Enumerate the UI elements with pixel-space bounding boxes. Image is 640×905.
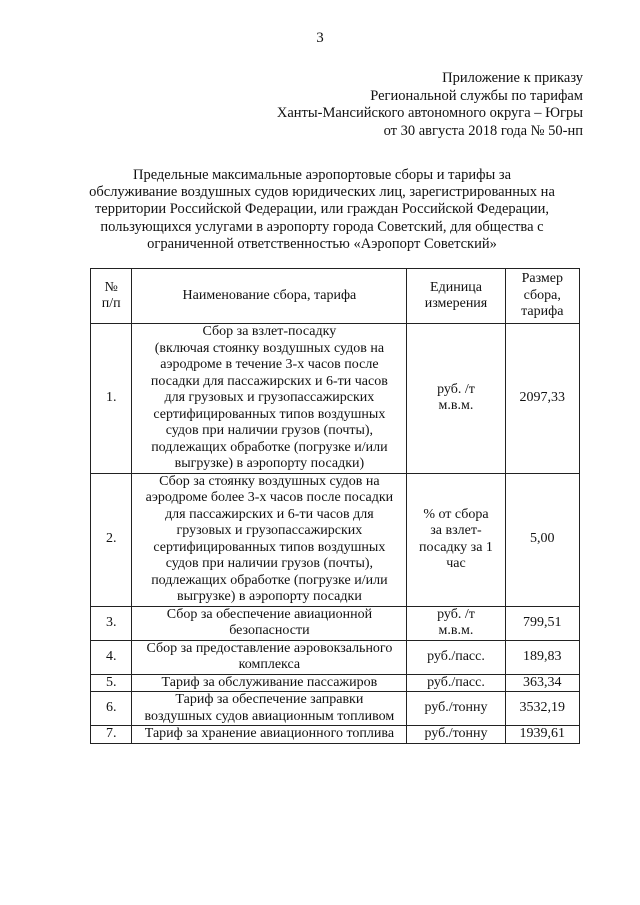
header-value-line: тарифа: [521, 304, 564, 320]
row-name-line: сертифицированных типов воздушных: [153, 406, 386, 422]
header-value-line: сбора,: [523, 287, 561, 303]
row-name-line: Сбор за взлет-посадку: [202, 324, 337, 339]
header-value-line: Размер: [521, 271, 563, 287]
row-name-line: для грузовых и грузопассажирских: [164, 390, 375, 405]
row-unit: [407, 726, 505, 744]
row-name-line: сертифицированных типов воздушных: [153, 539, 386, 555]
table-row: [91, 692, 580, 726]
row-unit-line: руб. /т: [437, 381, 475, 397]
row-unit-line: руб. /т: [437, 606, 475, 622]
header-unit-line: измерения: [424, 296, 488, 311]
row-name-line: выгрузке) в аэропорту посадки): [174, 456, 365, 471]
row-name-line: аэродроме в течение 3-х часов после: [160, 357, 379, 372]
table-row: [91, 674, 580, 692]
appendix-line: Приложение к приказу: [442, 70, 583, 86]
row-name-line: безопасности: [229, 623, 310, 638]
row-name-line: посадки для пассажирских и 6-ти часов: [150, 373, 388, 389]
table-row: [91, 324, 580, 474]
table-row: [91, 606, 580, 640]
table-body: [91, 324, 580, 744]
appendix-line: Региональной службы по тарифам: [370, 87, 583, 104]
row-unit-line: руб./тонну: [424, 726, 488, 741]
document-title: [82, 167, 562, 253]
row-name: [132, 606, 407, 640]
table-row: [91, 640, 580, 674]
table-row: [91, 473, 580, 606]
row-name: [132, 640, 407, 674]
row-unit: [407, 606, 505, 640]
row-number: 5.: [91, 674, 132, 692]
row-value: 3532,19: [505, 692, 579, 726]
row-unit-line: м.в.м.: [438, 623, 474, 638]
header-number-line: №: [104, 279, 118, 295]
row-name-line: комплекса: [238, 657, 301, 672]
row-name: [132, 726, 407, 744]
row-unit-line: час: [446, 556, 466, 571]
row-value: 189,83: [505, 640, 579, 674]
row-unit-line: % от сбора: [423, 506, 489, 522]
row-name-line: подлежащих обработке (погрузке и/или: [151, 439, 388, 455]
table-row: [91, 726, 580, 744]
header-unit-line: Единица: [430, 279, 482, 295]
header-name: Наименование сбора, тарифа: [132, 269, 407, 324]
header-number: [91, 269, 132, 324]
row-number: 6.: [91, 692, 132, 726]
row-name-line: Тариф за обслуживание пассажиров: [161, 674, 378, 690]
row-name-line: воздушных судов авиационным топливом: [144, 708, 395, 724]
row-name-line: подлежащих обработке (погрузке и/или: [151, 572, 388, 588]
row-unit: [407, 324, 505, 474]
row-unit-line: руб./пасс.: [427, 648, 485, 664]
row-number: 3.: [91, 606, 132, 640]
row-number: 1.: [91, 324, 132, 474]
row-name-line: для пассажирских и 6-ти часов для: [165, 506, 374, 522]
row-name: [132, 473, 407, 606]
row-name-line: судов при наличии грузов (почты),: [165, 556, 374, 571]
row-unit-line: руб./тонну: [424, 700, 488, 716]
row-unit-line: руб./пасс.: [427, 674, 485, 690]
row-value: 5,00: [505, 473, 579, 606]
appendix-header: [277, 70, 583, 140]
row-name: [132, 692, 407, 726]
row-unit-line: м.в.м.: [438, 398, 474, 414]
title-line: обслуживание воздушных судов юридических лиц, зарегистрированных на: [89, 184, 555, 201]
row-unit-line: посадку за 1: [419, 539, 493, 555]
page-number: 3: [316, 30, 324, 46]
title-line: Предельные максимальные аэропортовые сборы и тарифы за: [132, 167, 512, 183]
row-unit: [407, 640, 505, 674]
row-value: 363,34: [505, 674, 579, 692]
title-line: ограниченной ответственностью «Аэропорт Советский»: [147, 235, 497, 252]
row-value: 799,51: [505, 606, 579, 640]
row-number: 2.: [91, 473, 132, 606]
title-line: территории Российской Федерации, или граждан Российской Федерации,: [94, 201, 550, 218]
appendix-line: от 30 августа 2018 года № 50-нп: [383, 122, 583, 139]
row-name-line: грузовых и грузопассажирских: [176, 523, 363, 538]
row-value: 1939,61: [505, 726, 579, 744]
row-unit-line: за взлет-: [430, 523, 482, 538]
row-name-line: Сбор за стоянку воздушных судов на: [159, 473, 380, 489]
table-header-row: [91, 269, 580, 324]
title-line: пользующихся услугами в аэропорту города Советский, для общества с: [100, 218, 544, 235]
header-value: [505, 269, 579, 324]
appendix-line: Ханты-Мансийского автономного округа – Югры: [276, 105, 583, 121]
row-name: [132, 324, 407, 474]
row-name-line: Тариф за хранение авиационного топлива: [144, 726, 395, 741]
row-value: 2097,33: [505, 324, 579, 474]
row-name-line: Сбор за обеспечение авиационной: [166, 606, 373, 622]
row-name-line: (включая стоянку воздушных судов на: [154, 340, 385, 356]
row-number: 4.: [91, 640, 132, 674]
row-name-line: Тариф за обеспечение заправки: [175, 692, 364, 707]
row-name-line: аэродроме более 3-х часов после посадки: [145, 490, 394, 505]
row-number: 7.: [91, 726, 132, 744]
header-unit: [407, 269, 505, 324]
row-name-line: Сбор за предоставление аэровокзального: [146, 640, 393, 656]
row-name: [132, 674, 407, 692]
row-name-line: выгрузке) в аэропорту посадки: [176, 589, 362, 604]
row-unit: [407, 674, 505, 692]
row-unit: [407, 473, 505, 606]
header-number-line: п/п: [101, 296, 121, 311]
row-name-line: судов при наличии грузов (почты),: [165, 423, 374, 438]
fees-table: [90, 268, 580, 744]
row-unit: [407, 692, 505, 726]
